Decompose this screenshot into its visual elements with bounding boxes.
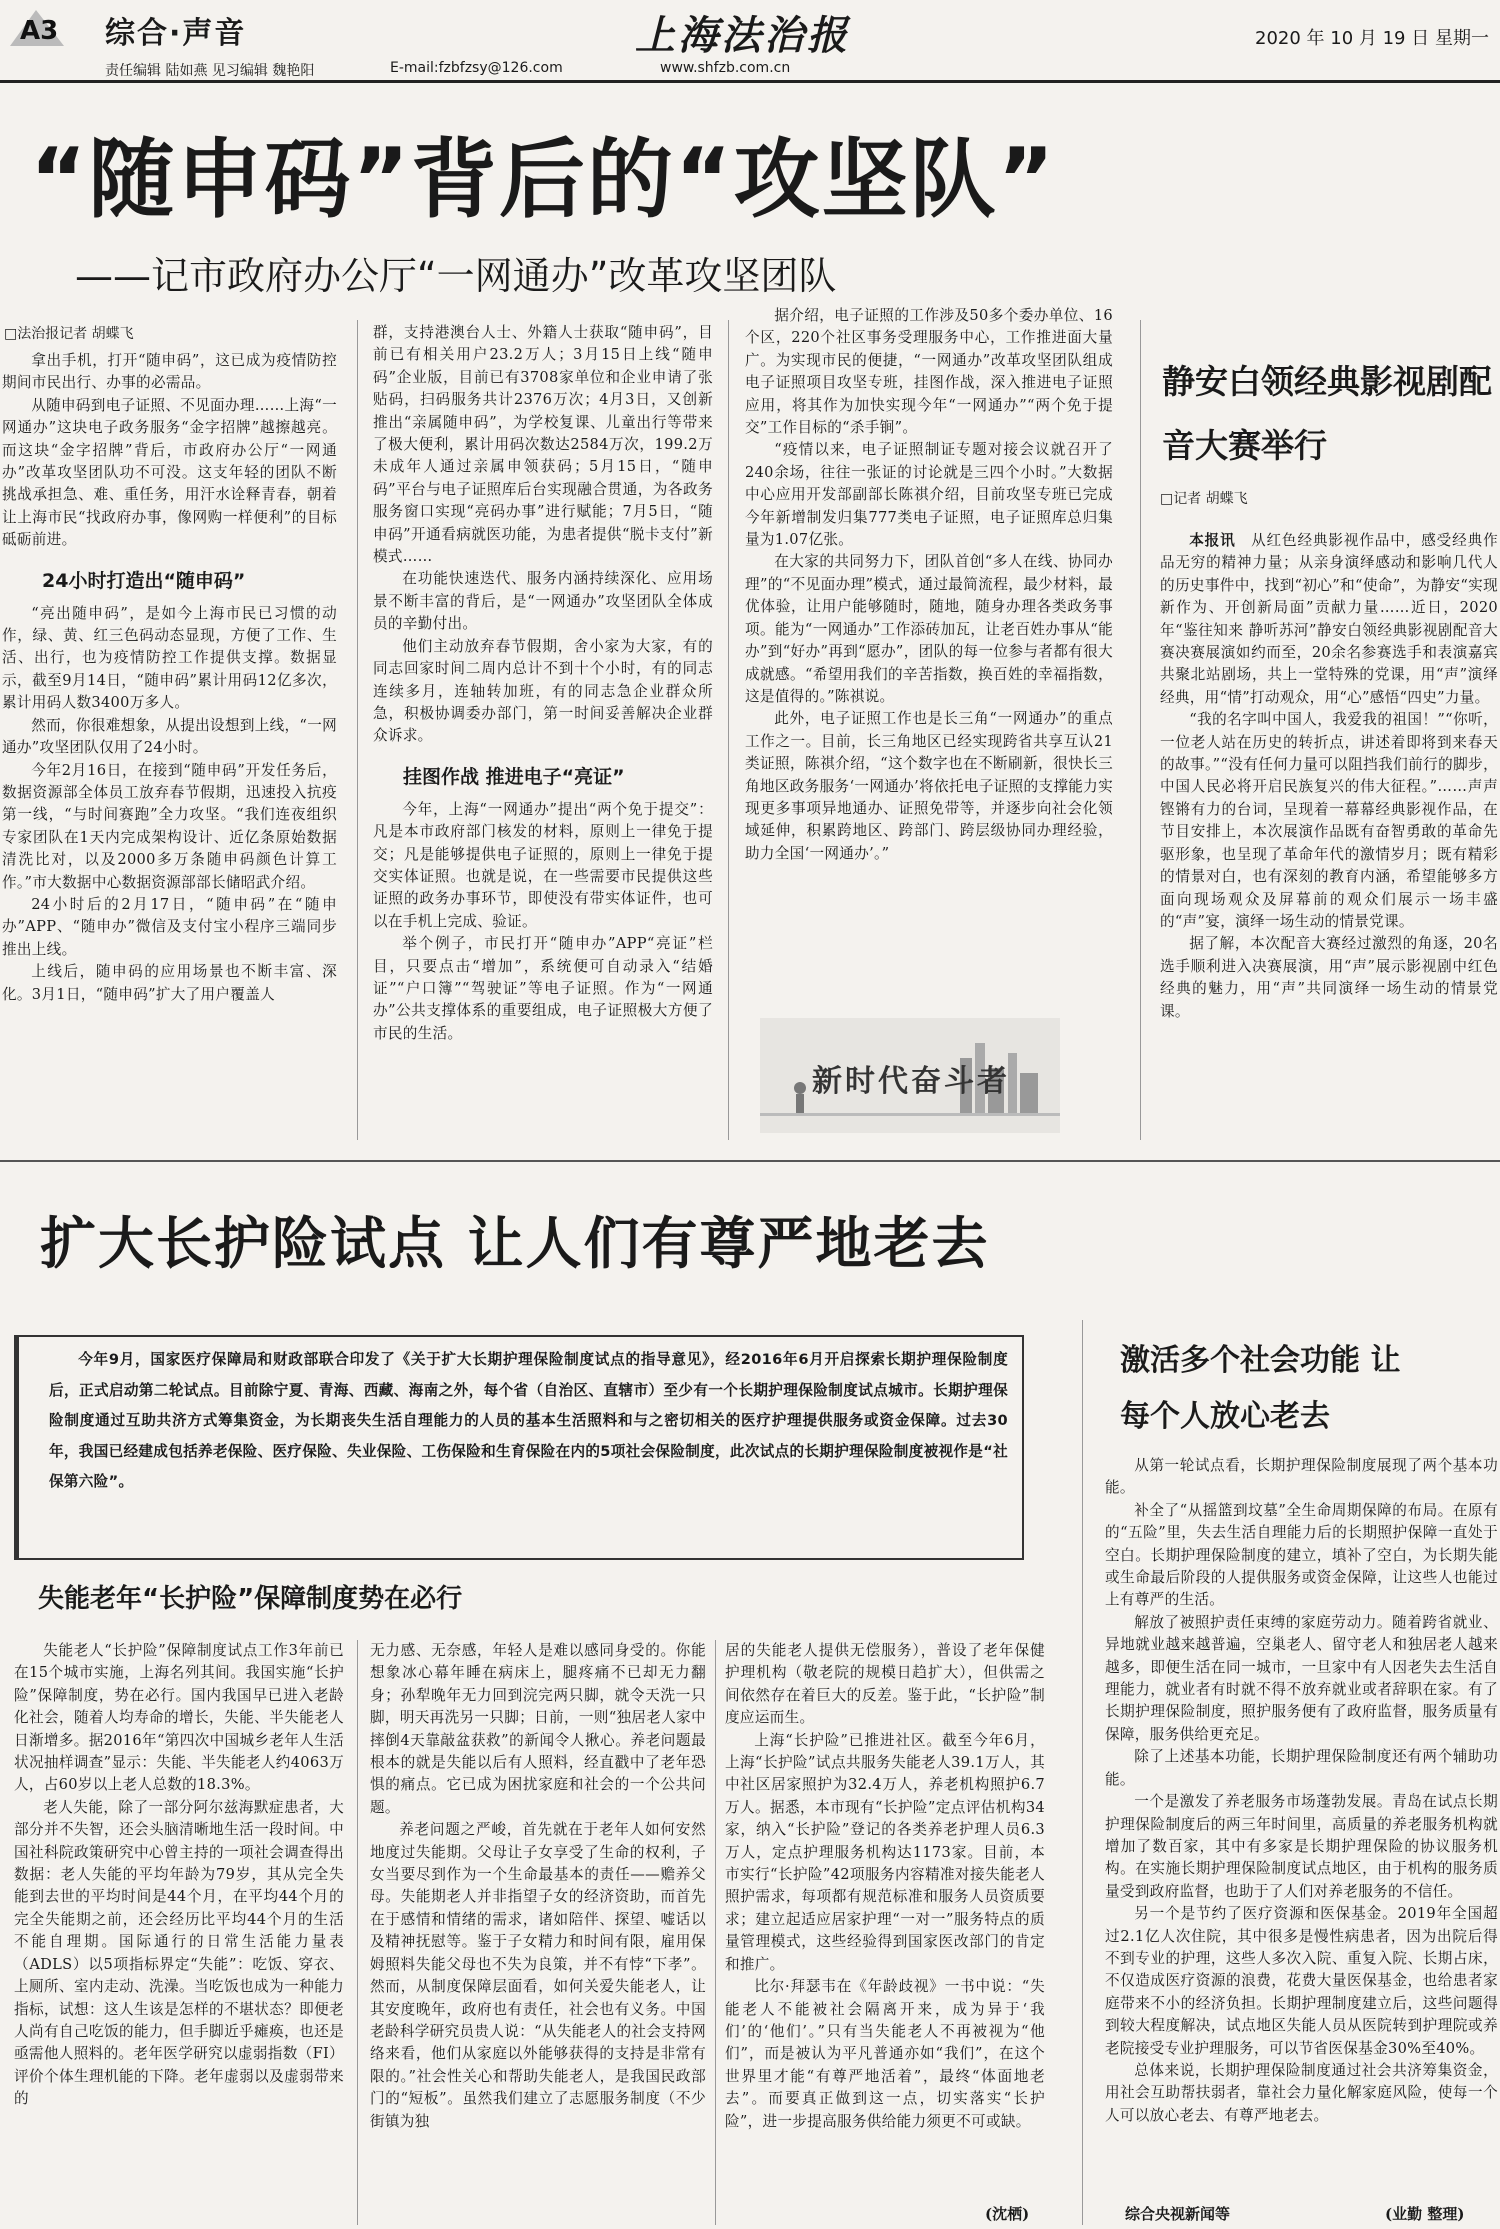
- paragraph: 另一个是节约了医疗资源和医保基金。2019年全国超过2.1亿人次住院，其中很多是慢性病患者，因为出院后得不到专业的护理，这些人多次入院、重复入院、长期占床，不仅造成医疗资源的浪费，花费大量医保基金，也给患者家庭带来不小的经济负担。长期护理制度建立后，这些问题得到较大程度解决，试点地区失能人员从医院转到护理院或养老院接受专业护理服务，可以节省医保基金30%至40%。: [1105, 1905, 1498, 2057]
- article3-column-2: [370, 1640, 706, 2228]
- paragraph: 然而，你很难想象，从提出设想到上线，“一网通办”攻坚团队仅用了24小时。: [2, 716, 337, 757]
- article4-editor: (业勤 整理): [1385, 2205, 1465, 2223]
- paragraph: 据介绍，电子证照的工作涉及50多个委办单位、16个区，220个社区事务受理服务中心，工作推进面大量广。为实现市民的便捷，“一网通办”改革攻坚团队组成电子证照项目攻坚专班，挂图作战，深入推进电子证照应用，将其作为加快实现今年“一网通办”“两个免于提交”工作目标的“杀手锏”。: [745, 307, 1113, 437]
- paragraph: 上海“长护险”已推进社区。截至今年6月，上海“长护险”试点共服务失能老人39.1万人，其中社区居家照护为32.4万人，养老机构照护6.7万人。据悉，本市现有“长护险”定点评估机构34家，纳入“长护险”登记的各类养老护理人员6.3万人，定点护理服务机构达1173家。目前，本市实行“长护险”42项服务内容精准对接失能老人照护需求，每项都有规范标准和服务人员资质要求；建立起适应居家护理“一对一”服务特点的质量管理模式，这些经验得到国家医改部门的肯定和推广。: [725, 1731, 1045, 1973]
- banner-new-era-strivers: [760, 1018, 1060, 1133]
- article1-subhead-1: 24小时打造出“随申码”: [42, 569, 246, 592]
- paragraph: 居的失能老人提供无偿服务），普设了老年保健护理机构（敬老院的规模日趋扩大），但供需之间依然存在着巨大的反差。鉴于此，“长护险”制度应运而生。: [725, 1642, 1045, 1727]
- email-line: E-mail:fzbfzsy@126.com: [390, 60, 563, 76]
- paragraph: 此外，电子证照工作也是长三角“一网通办”的重点工作之一。目前，长三角地区已经实现跨省共享互认21类证照，陈祺介绍，“这个数字也在不断刷新，很快长三角地区政务服务‘一网通办’将依托电子证照的支撑能力实现更多事项异地通办、证照免带等，并逐步向社会化领域延伸，积累跨地区、跨部门、跨层级协同办理经验，助力全国‘一网通办’。”: [745, 710, 1113, 862]
- paragraph: [1160, 530, 1498, 709]
- paragraph: 拿出手机，打开“随申码”，这已成为疫情防控期间市民出行、办事的必需品。: [2, 352, 337, 392]
- column-divider: [728, 320, 729, 1140]
- column-divider: [715, 1640, 716, 2225]
- column-divider: [357, 320, 358, 1140]
- article1-column-2: [373, 322, 713, 1152]
- paragraph: 从第一轮试点看，长期护理保险制度展现了两个基本功能。: [1105, 1457, 1498, 1497]
- article1-byline: □法治报记者 胡蝶飞: [4, 326, 134, 342]
- paragraph: 群，支持港澳台人士、外籍人士获取“随申码”，目前已有相关用户23.2万人；3月15日上线“随申码”企业版，目前已有3708家单位和企业申请了张贴码，扫码服务共计2376万次；4月3日，又创新推出“亲属随申码”，为学校复课、儿童出行等带来了极大便利，累计用码次数达2584万次，199.2万未成年人通过亲属申领获码；5月15日，“随申码”平台与电子证照库后台实现融合贯通，为各政务服务窗口实现“亮码办事”进行赋能；7月5日，“随申码”开通看病就医功能，为患者提供“脱卡支付”新模式……: [373, 324, 713, 566]
- header-rule: [0, 80, 1500, 83]
- article1-subheadline: ——记市政府办公厅“一网通办”改革攻坚团队: [75, 254, 837, 298]
- paragraph: 今年，上海“一网通办”提出“两个免于提交”：凡是本市政府部门核发的材料，原则上一律免于提交；凡是能够提供电子证照的，原则上一律免于提交实体证照。也就是说，在一些需要市民提供这些证照的政务办事环节，即使没有带实体证件，也可以在手机上完成、验证。: [373, 800, 713, 930]
- article2-byline: □记者 胡蝶飞: [1160, 491, 1248, 507]
- paragraph: “亮出随申码”，是如今上海市民已习惯的动作，绿、黄、红三色码动态显现，方便了工作、生活、出行，也为疫情防控工作提供支撑。数据显示，截至9月14日，“随申码”累计用码12亿多次，累计用码人数3400万多人。: [2, 604, 337, 712]
- paragraph: 总体来说，长期护理保险制度通过社会共济筹集资金，用社会互助帮扶弱者，靠社会力量化解家庭风险，使每一个人可以放心老去、有尊严地老去。: [1105, 2061, 1498, 2124]
- paragraph: 举个例子，市民打开“随申办”APP“亮证”栏目，只要点击“增加”，系统便可自动录入“结婚证”“户口簿”“驾驶证”等电子证照。作为“一网通办”公共支撑体系的重要组成，电子证照极大方便了市民的生活。: [373, 935, 713, 1042]
- page-number-badge: [6, 6, 66, 48]
- paragraph: 在功能快速迭代、服务内涵持续深化、应用场景不断丰富的背后，是“一网通办”攻坚团队全体成员的辛勤付出。: [373, 570, 713, 633]
- editors-line: 责任编辑 陆如燕 见习编辑 魏艳阳: [105, 63, 315, 79]
- page-number: A3: [20, 16, 59, 46]
- banner-text: 新时代奋斗者: [812, 1064, 1010, 1099]
- lead-text: 从红色经典影视作品中，感受经典作品无穷的精神力量；从亲身演绎感动和影响几代人的历史事件中，找到“初心”和“使命”，为静安“实现新作为、开创新局面”贡献力量……近日，2020年“鉴往知来 静听苏河”静安白领经典影视剧配音大赛决赛展演如约而至，20余名参赛选手和表演嘉宾共聚北站剧场，共上一堂特殊的党课，用“声”演绎经典，用“情”打动观众，用“心”感悟“四史”力量。: [1160, 532, 1498, 706]
- article2-body: [1160, 530, 1498, 1135]
- paragraph: 无力感、无奈感，年轻人是难以感同身受的。你能想象冰心幕年睡在病床上，腿疼痛不已却无力翻身；孙犁晚年无力回到浣完两只脚，就令天洗一只脚，明天再洗另一只脚；日前，一则“独居老人家中摔倒4天靠敲盆获救”的新闻令人揪心。养老问题最根本的就是失能以后有人照料，经直戳中了老年恐惧的痛点。它已成为困扰家庭和社会的一个公共问题。: [370, 1642, 706, 1816]
- article3-intro-box: [14, 1335, 1024, 1560]
- paragraph: 解放了被照护责任束缚的家庭劳动力。随着跨省就业、异地就业越来越普遍，空巢老人、留守老人和独居老人越来越多，即便生活在同一城市，一旦家中有人因老失去生活自理能力，就业者有时就不得不放弃就业或者辞职在家。有了长期护理保险制度，照护服务便有了政府监督，服务质量有保障，服务供给更充足。: [1105, 1613, 1498, 1743]
- column-divider: [1082, 1320, 1083, 2225]
- issue-date: 2020 年 10 月 19 日 星期一: [1255, 28, 1489, 49]
- article2-headline: 静安白领经典影视剧配音大赛举行: [1162, 362, 1492, 465]
- section-rule: [0, 1160, 1500, 1162]
- article4-headline: 激活多个社会功能 让每个人放心老去: [1120, 1343, 1401, 1434]
- article3-headline: 扩大长护险试点 让人们有尊严地老去: [40, 1212, 990, 1277]
- article3-column-3: [725, 1640, 1045, 2200]
- paragraph: 除了上述基本功能，长期护理保险制度还有两个辅助功能。: [1105, 1748, 1498, 1788]
- paragraph: 上线后，随申码的应用场景也不断丰富、深化。3月1日，“随申码”扩大了用户覆盖人: [2, 963, 337, 1003]
- paragraph: 补全了“从摇篮到坟墓”全生命周期保障的布局。在原有的“五险”里，失去生活自理能力后的长期照护保障一直处于空白。长期护理保险制度的建立，填补了空白，为长期失能或生命最后阶段的人提供服务或资金保障，让这些人也能过上有尊严的生活。: [1105, 1501, 1498, 1609]
- paragraph: “疫情以来，电子证照制证专题对接会议就召开了240余场，往往一张证的讨论就是三四个小时。”大数据中心应用开发部副部长陈祺介绍，目前攻坚专班已完成今年新增制发归集777类电子证照，电子证照库总归集量为1.07亿张。: [745, 441, 1113, 549]
- paragraph: 据了解，本次配音大赛经过激烈的角逐，20名选手顺利进入决赛展演，用“声”展示影视剧中红色经典的魅力，用“声”共同演绎一场生动的情景党课。: [1160, 935, 1498, 1020]
- paragraph: 他们主动放弃春节假期，舍小家为大家，有的同志回家时间二周内总计不到十个小时，有的同志连续多月，连轴转加班，有的同志急企业群众所急，积极协调委办部门，第一时间妥善解决企业群众诉求。: [373, 637, 713, 745]
- article3-signature: (沈栖): [985, 2205, 1030, 2223]
- lead-label: 本报讯: [1189, 532, 1236, 549]
- article1-column-3: [745, 305, 1113, 1005]
- article3-column-1: [14, 1640, 344, 2228]
- column-divider: [1140, 320, 1141, 1140]
- column-divider: [357, 1640, 358, 2225]
- article1-subhead-2: 挂图作战 推进电子“亮证”: [403, 765, 625, 788]
- paragraph: “我的名字叫中国人，我爱我的祖国！”“你听，一位老人站在历史的转折点，讲述着即将到来春天的故事。”“没有任何力量可以阻挡我们前行的脚步，中国人民必将开启民族复兴的伟大征程。”……声声铿锵有力的台词，呈现着一幕幕经典影视作品，在节目安排上，本次展演作品既有奋智勇敢的革命先驱形象，也呈现了革命年代的激情岁月；既有精彩的情景对白，也有深刻的教育内涵，希望能够多方面向现场观众及屏幕前的观众们展示一场丰盛的“声”宴，演绎一场生动的情景党课。: [1160, 711, 1498, 930]
- section-title: 综合·声音: [105, 16, 247, 51]
- paragraph: 一个是激发了养老服务市场蓬勃发展。青岛在试点长期护理保险制度后的两三年时间里，高质量的养老服务机构就增加了数百家，其中有多家是长期护理保险的协议服务机构。在实施长期护理保险制度试点地区，由于机构的服务质量受到政府监督，也助于了人们对养老服务的不信任。: [1105, 1793, 1498, 1900]
- article4-source: 综合央视新闻等: [1125, 2205, 1231, 2223]
- paragraph: 养老问题之严峻，首先就在于老年人如何安然地度过失能期。父母让子女享受了生命的权利，子女当要尽到作为一个生命最基本的责任——赡养父母。失能期老人并非指望子女的经济资助，而首先在于感情和情绪的需求，诸如陪伴、探望、嘘话以及精神抚慰等。鉴于子女精力和时间有限，雇用保姆照料失能父母也不失为良策，并不有悖“下孝”。然而，从制度保障层面看，如何关爱失能老人，让其安度晚年，政府也有责任，社会也有义务。中国老龄科学研究员贵人说：“从失能老人的社会支持网络来看，他们从家庭以外能够获得的支持是非常有限的。”社会性关心和帮助失能老人，是我国民政部门的“短板”。虽然我们建立了志愿服务制度（不少街镇为独: [370, 1821, 706, 2130]
- paragraph: 失能老人“长护险”保障制度试点工作3年前已在15个城市实施，上海名列其间。我国实施“长护险”保障制度，势在必行。国内我国早已进入老龄化社会，随着人均寿命的增长，失能、半失能老人日渐增多。据2016年“第四次中国城乡老年人生活状况抽样调查”显示：失能、半失能老人约4063万人，占60岁以上老人总数的18.3%。: [14, 1642, 344, 1794]
- intro-paragraph: 今年9月，国家医疗保障局和财政部联合印发了《关于扩大长期护理保险制度试点的指导意见》，经2016年6月开启探索长期护理保险制度后，正式启动第二轮试点。目前除宁夏、青海、西藏、海南之外，每个省（自治区、直辖市）至少有一个长期护理保险制度试点城市。长期护理保险制度通过互助共济方式筹集资金，为长期丧失生活自理能力的人员的基本生活照料和与之密切相关的医疗护理提供服务或资金保障。过去30年，我国已经建成包括养老保险、医疗保险、失业保险、工伤保险和生育保险在内的5项社会保险制度，此次试点的长期护理保险制度被视作是“社保第六险”。: [49, 1351, 1008, 1490]
- paragraph: 从随申码到电子证照、不见面办理……上海“一网通办”这块电子政务服务“金字招牌”越擦越亮。而这块“金字招牌”背后，市政府办公厅“一网通办”改革攻坚团队功不可没。这支年轻的团队不断挑战承担急、难、重任务，用汗水诠释青春，朝着让上海市民“找政府办事，像网购一样便利”的目标砥砺前进。: [2, 396, 337, 549]
- website: www.shfzb.com.cn: [660, 60, 791, 76]
- article3-subhead: 失能老年“长护险”保障制度势在必行: [38, 1584, 463, 1614]
- masthead-logo: 上海法治报: [635, 12, 850, 59]
- paragraph: 今年2月16日，在接到“随申码”开发任务后，数据资源部全体员工放弃春节假期，迅速投入抗疫第一线，“与时间赛跑”全力攻坚。“我们连夜组织专家团队在1天内完成架构设计、近亿条原始数据清洗比对，以及2000多万条随申码颜色计算工作。”市大数据中心数据资源部部长储昭武介绍。: [2, 761, 337, 891]
- paragraph: 老人失能，除了一部分阿尔兹海默症患者，大部分并不失智，还会头脑清晰地生活一段时间。中国社科院政策研究中心曾主持的一项社会调查得出数据：老人失能的平均年龄为79岁，其从完全失能到去世的平均时间是44个月，在平均44个月的完全失能期之前，还会经历比平均44个月的生活不能自理期。国际通行的日常生活能力量表（ADLS）以5项指标界定“失能”：吃饭、穿衣、上厕所、室内走动、洗澡。当吃饭也成为一种能力指标，试想：这人生该是怎样的不堪状态？即便老人尚有自己吃饭的能力，但手脚近乎瘫痪，也还是亟需他人照料的。老年医学研究以虚弱指数（FI）评价个体生理机能的下降。老年虚弱以及虚弱带来的: [14, 1798, 344, 2108]
- article4-body: [1105, 1455, 1498, 2200]
- paragraph: 比尔·拜瑟韦在《年龄歧视》一书中说：“失能老人不能被社会隔离开来，成为异于‘我们’的‘他们’。”只有当失能老人不再被视为“他们”，而是被认为平凡普通亦如“我们”，在这个世界里才能“有尊严地活着”，最终“体面地老去”。而要真正做到这一点，切实落实“长护险”，进一步提高服务供给能力须更不可或缺。: [725, 1978, 1045, 2130]
- paragraph: 24小时后的2月17日，“随申码”在“随申办”APP、“随申办”微信及支付宝小程序三端同步推出上线。: [2, 895, 337, 958]
- paragraph: 在大家的共同努力下，团队首创“多人在线、协同办理”的“不见面办理”模式，通过最简流程，最少材料，最优体验，让用户能够随时，随地，随身办理各类政务事项。能为“一网通办”工作添砖加瓦，让老百姓办事从“能办”到“好办”再到“愿办”，团队的每一位参与者都有很大成就感。“希望用我们的辛苦指数，换百姓的幸福指数，这是值得的。”陈祺说。: [745, 553, 1113, 705]
- article1-headline: “随申码”背后的“攻坚队”: [30, 130, 1057, 230]
- article1-column-1: [2, 350, 337, 1150]
